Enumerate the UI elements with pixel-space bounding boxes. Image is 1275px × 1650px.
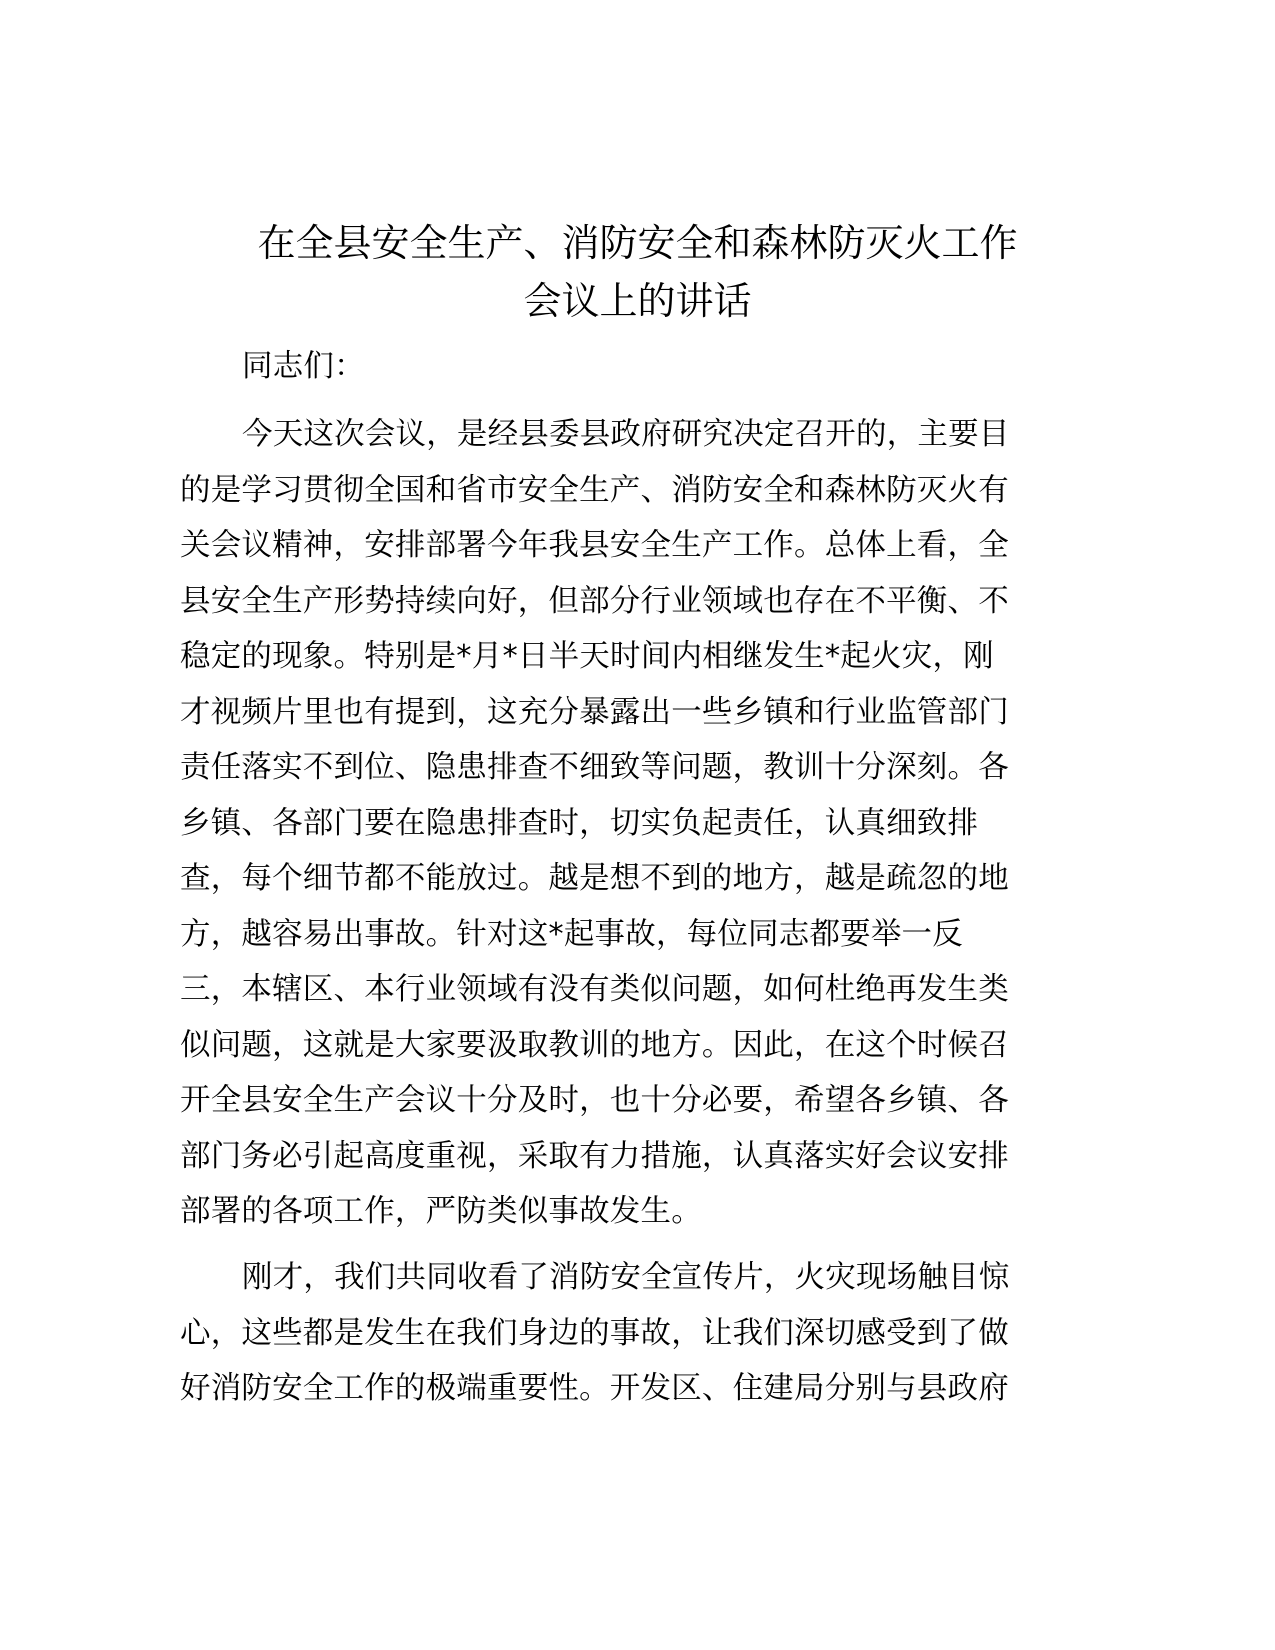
paragraph-line: 关会议精神，安排部署今年我县安全生产工作。总体上看，全 xyxy=(180,528,1009,563)
paragraph-line: 部门务必引起高度重视，采取有力措施，认真落实好会议安排 xyxy=(180,1138,1009,1174)
paragraph-1 xyxy=(180,407,1040,1240)
paragraph-line: 县安全生产形势持续向好，但部分行业领域也存在不平衡、不 xyxy=(180,583,1009,619)
paragraph-line: 部署的各项工作，严防类似事故发生。 xyxy=(180,1194,702,1229)
paragraph-line: 似问题，这就是大家要汲取教训的地方。因此，在这个时候召 xyxy=(180,1027,1009,1063)
paragraph-line: 三，本辖区、本行业领域有没有类似问题，如何杜绝再发生类 xyxy=(180,972,1009,1007)
document-title xyxy=(150,214,1125,330)
paragraph-line: 的是学习贯彻全国和省市安全生产、消防安全和森林防灭火有 xyxy=(180,472,1009,508)
paragraph-line: 开全县安全生产会议十分及时，也十分必要，希望各乡镇、各 xyxy=(180,1083,1009,1118)
paragraph-line: 好消防安全工作的极端重要性。开发区、住建局分别与县政府 xyxy=(180,1371,1009,1406)
title-line-2: 会议上的讲话 xyxy=(523,279,752,323)
paragraph-line: 稳定的现象。特别是*月*日半天时间内相继发生*起火灾，刚 xyxy=(180,639,994,674)
paragraph-line: 才视频片里也有提到，这充分暴露出一些乡镇和行业监管部门 xyxy=(180,694,1009,730)
paragraph-line: 方，越容易出事故。针对这*起事故，每位同志都要举一反 xyxy=(180,916,963,952)
paragraph-line: 责任落实不到位、隐患排查不细致等问题，教训十分深刻。各 xyxy=(180,750,1009,785)
salutation-text: 同志们： xyxy=(242,349,365,384)
paragraph-line: 今天这次会议，是经县委县政府研究决定召开的，主要目 xyxy=(242,417,1010,452)
paragraph-line: 刚才，我们共同收看了消防安全宣传片，火灾现场触目惊 xyxy=(242,1260,1010,1295)
paragraph-line: 心，这些都是发生在我们身边的事故，让我们深切感受到了做 xyxy=(180,1315,1009,1351)
paragraph-line: 查，每个细节都不能放过。越是想不到的地方，越是疏忽的地 xyxy=(180,861,1009,896)
salutation xyxy=(180,339,1040,395)
title-line-1: 在全县安全生产、消防安全和森林防灭火工作 xyxy=(257,221,1018,265)
paragraph-2 xyxy=(180,1250,1040,1417)
paragraph-line: 乡镇、各部门要在隐患排查时，切实负起责任，认真细致排 xyxy=(180,805,979,841)
